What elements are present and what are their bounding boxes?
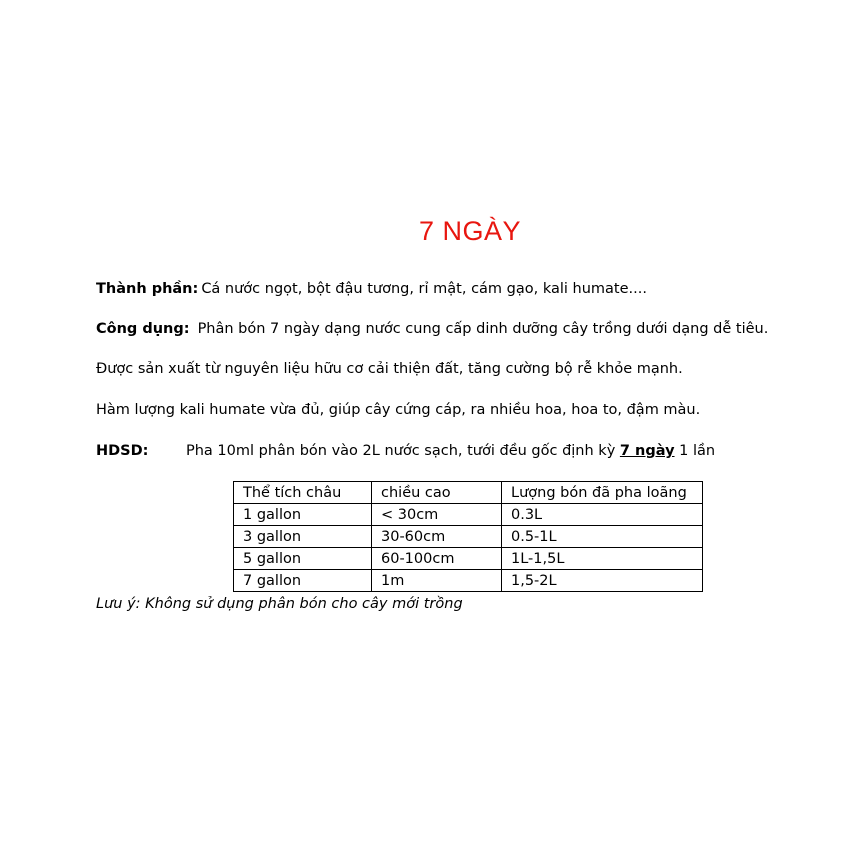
production-line: Được sản xuất từ nguyên liệu hữu cơ cải thiện đất, tăng cường bộ rễ khỏe mạnh. (96, 361, 683, 377)
table-header-cell: chiều cao (372, 482, 502, 504)
instructions-label: HDSD: (96, 443, 149, 459)
table-header-cell: Thể tích châu (234, 482, 372, 504)
usage-label: Công dụng: (96, 321, 190, 337)
table-header-row (234, 482, 703, 504)
table-cell: 1,5-2L (502, 570, 703, 592)
table-row (234, 570, 703, 592)
instructions-text: Pha 10ml phân bón vào 2L nước sạch, tưới đều gốc định kỳ (186, 443, 616, 459)
composition-text: Cá nước ngọt, bột đậu tương, rỉ mật, cám gạo, kali humate.... (201, 281, 647, 297)
table-cell: 30-60cm (372, 526, 502, 548)
composition-line (96, 279, 647, 299)
table-header-cell: Lượng bón đã pha loãng (502, 482, 703, 504)
humate-line: Hàm lượng kali humate vừa đủ, giúp cây cứng cáp, ra nhiều hoa, hoa to, đậm màu. (96, 402, 701, 418)
table-cell: 7 gallon (234, 570, 372, 592)
table-cell: 3 gallon (234, 526, 372, 548)
usage-line (96, 319, 768, 339)
table-cell: < 30cm (372, 504, 502, 526)
table-cell: 1 gallon (234, 504, 372, 526)
instructions-line (96, 441, 716, 461)
table-cell: 5 gallon (234, 548, 372, 570)
instructions-body (186, 441, 715, 461)
table-row (234, 526, 703, 548)
table-cell: 60-100cm (372, 548, 502, 570)
table-cell: 1m (372, 570, 502, 592)
composition-label: Thành phần: (96, 281, 199, 297)
usage-text: Phân bón 7 ngày dạng nước cung cấp dinh dưỡng cây trồng dưới dạng dễ tiêu. (197, 321, 769, 337)
note-text: Lưu ý: Không sử dụng phân bón cho cây mới trồng (96, 596, 463, 612)
page-title: 7 NGÀY (418, 216, 522, 246)
table-cell: 0.3L (502, 504, 703, 526)
dosage-table (233, 481, 703, 592)
table-row (234, 548, 703, 570)
instructions-text-after: 1 lần (679, 443, 716, 459)
table-cell: 1L-1,5L (502, 548, 703, 570)
instructions-emphasis: 7 ngày (619, 443, 675, 459)
table-cell: 0.5-1L (502, 526, 703, 548)
table-row (234, 504, 703, 526)
